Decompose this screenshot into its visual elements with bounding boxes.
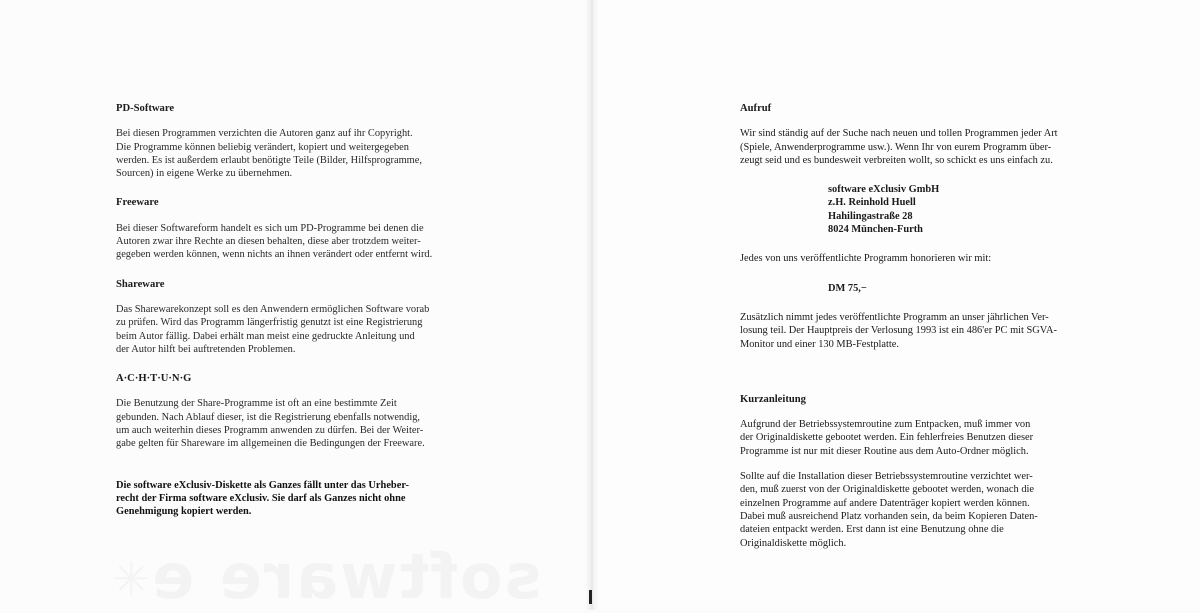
address-line: software eXclusiv GmbH xyxy=(828,184,940,196)
text-line: den, muß zuerst von der Originaldiskette gebootet werden, wonach die xyxy=(740,484,1035,496)
freeware-heading: Freeware xyxy=(116,197,159,209)
kurzanleitung-text-2 xyxy=(740,470,1110,550)
kurzanleitung-text-1 xyxy=(740,418,1110,458)
aufruf-heading: Aufruf xyxy=(740,103,772,114)
text-line: werden. Es ist außerdem erlaubt benötigte Teile (Bilder, Hilfsprogramme, xyxy=(116,154,422,166)
text-line: Dabei muß ausreichend Platz vorhanden sein, da beim Kopieren Daten- xyxy=(740,510,1038,522)
text-line: (Spiele, Anwenderprogramme usw.). Wenn Ihr von eurem Programm über- xyxy=(740,141,1052,153)
freeware-text xyxy=(116,222,472,262)
achtung-text xyxy=(116,397,472,450)
text-line: der Autor hilft bei auftretenden Problemen. xyxy=(116,343,296,355)
honor-price: DM 75,− xyxy=(828,282,867,294)
text-line: Wir sind ständig auf der Suche nach neuen und tollen Programmen jeder Art xyxy=(740,128,1058,140)
contest-text xyxy=(740,311,1110,351)
aufruf-text xyxy=(740,127,1110,167)
address-line: 8024 München-Furth xyxy=(828,224,923,236)
text-line: zu prüfen. Wird das Programm längerfristig genutzt ist eine Registrierung xyxy=(116,317,423,329)
right-column xyxy=(740,102,1110,550)
mailing-address xyxy=(828,183,1110,236)
achtung-heading: A·C·H·T·U·N·G xyxy=(116,373,192,385)
shareware-text xyxy=(116,303,472,356)
text-line: gegeben werden können, wenn nichts an ihnen verändert oder entfernt wird. xyxy=(116,249,433,261)
text-line: beim Autor fällig. Dabei erhält man meist eine gedruckte Anleitung und xyxy=(116,330,415,342)
text-line: Bei dieser Softwareform handelt es sich um PD-Programme bei denen die xyxy=(116,222,424,234)
text-line: Die Programme können beliebig verändert, kopiert und weitergegeben xyxy=(116,141,409,153)
watermark xyxy=(150,540,542,613)
text-line: Die software eXclusiv-Diskette als Ganzes fällt unter das Urheber- xyxy=(116,479,410,491)
pd-software-heading: PD-Software xyxy=(116,103,175,114)
text-line: gabe gelten für Shareware im allgemeinen die Bedingungen der Freeware. xyxy=(116,438,425,450)
text-line: recht der Firma software eXclusiv. Sie darf als Ganzes nicht ohne xyxy=(116,492,406,504)
text-line: einzelnen Programme auf andere Datenträger kopiert werden können. xyxy=(740,497,1030,509)
book-gutter xyxy=(585,0,599,610)
gutter-mark xyxy=(589,590,592,604)
text-line: losung teil. Der Hauptpreis der Verlosung 1993 ist ein 486'er PC mit SGVA- xyxy=(740,325,1057,337)
copyright-notice xyxy=(116,479,472,519)
text-line: Genehmigung kopiert werden. xyxy=(116,506,252,518)
left-column xyxy=(116,102,472,519)
honor-text: Jedes von uns veröffentlichte Programm honorieren wir mit: xyxy=(740,253,992,265)
shareware-heading: Shareware xyxy=(116,278,165,290)
text-line: Die Benutzung der Share-Programme ist oft an eine bestimmte Zeit xyxy=(116,398,397,410)
text-line: gebunden. Nach Ablauf dieser, ist die Registrierung ebenfalls notwendig, xyxy=(116,411,421,423)
text-line: Programme ist nur mit dieser Routine aus dem Auto-Ordner möglich. xyxy=(740,445,1029,457)
text-line: Bei diesen Programmen verzichten die Autoren ganz auf ihr Copyright. xyxy=(116,128,413,140)
text-line: Autoren zwar ihre Rechte an diesen behalten, diese aber trotzdem weiter- xyxy=(116,236,421,248)
address-line: Hahilingastraße 28 xyxy=(828,210,913,222)
text-line: Originaldiskette möglich. xyxy=(740,537,847,549)
kurzanleitung-heading: Kurzanleitung xyxy=(740,393,806,405)
text-line: Sollte auf die Installation dieser Betriebssystemroutine verzichtet wer- xyxy=(740,471,1033,483)
pd-software-text xyxy=(116,127,472,180)
text-line: Das Sharewarekonzept soll es den Anwendern ermöglichen Software vorab xyxy=(116,303,430,315)
text-line: zeugt seid und es bundesweit verbreiten wollt, so schickt es uns einfach zu. xyxy=(740,154,1053,166)
text-line: Sourcen) in eigene Werke zu übernehmen. xyxy=(116,168,293,180)
text-line: Zusätzlich nimmt jedes veröffentlichte Programm an unser jährlichen Ver- xyxy=(740,311,1049,323)
text-line: Monitor und einer 130 MB-Festplatte. xyxy=(740,338,900,350)
address-line: z.H. Reinhold Huell xyxy=(828,197,916,209)
text-line: um auch weiterhin dieses Programm anwenden zu dürfen. Bei der Weiter- xyxy=(116,425,424,437)
text-line: der Originaldiskette gebootet werden. Ein fehlerfreies Benutzen dieser xyxy=(740,432,1034,444)
text-line: Aufgrund der Betriebssystemroutine zum Entpacken, muß immer von xyxy=(740,419,1031,431)
text-line: dateien entpackt werden. Erst dann ist eine Benutzung ohne die xyxy=(740,524,1004,536)
watermark-star-icon xyxy=(112,552,151,606)
